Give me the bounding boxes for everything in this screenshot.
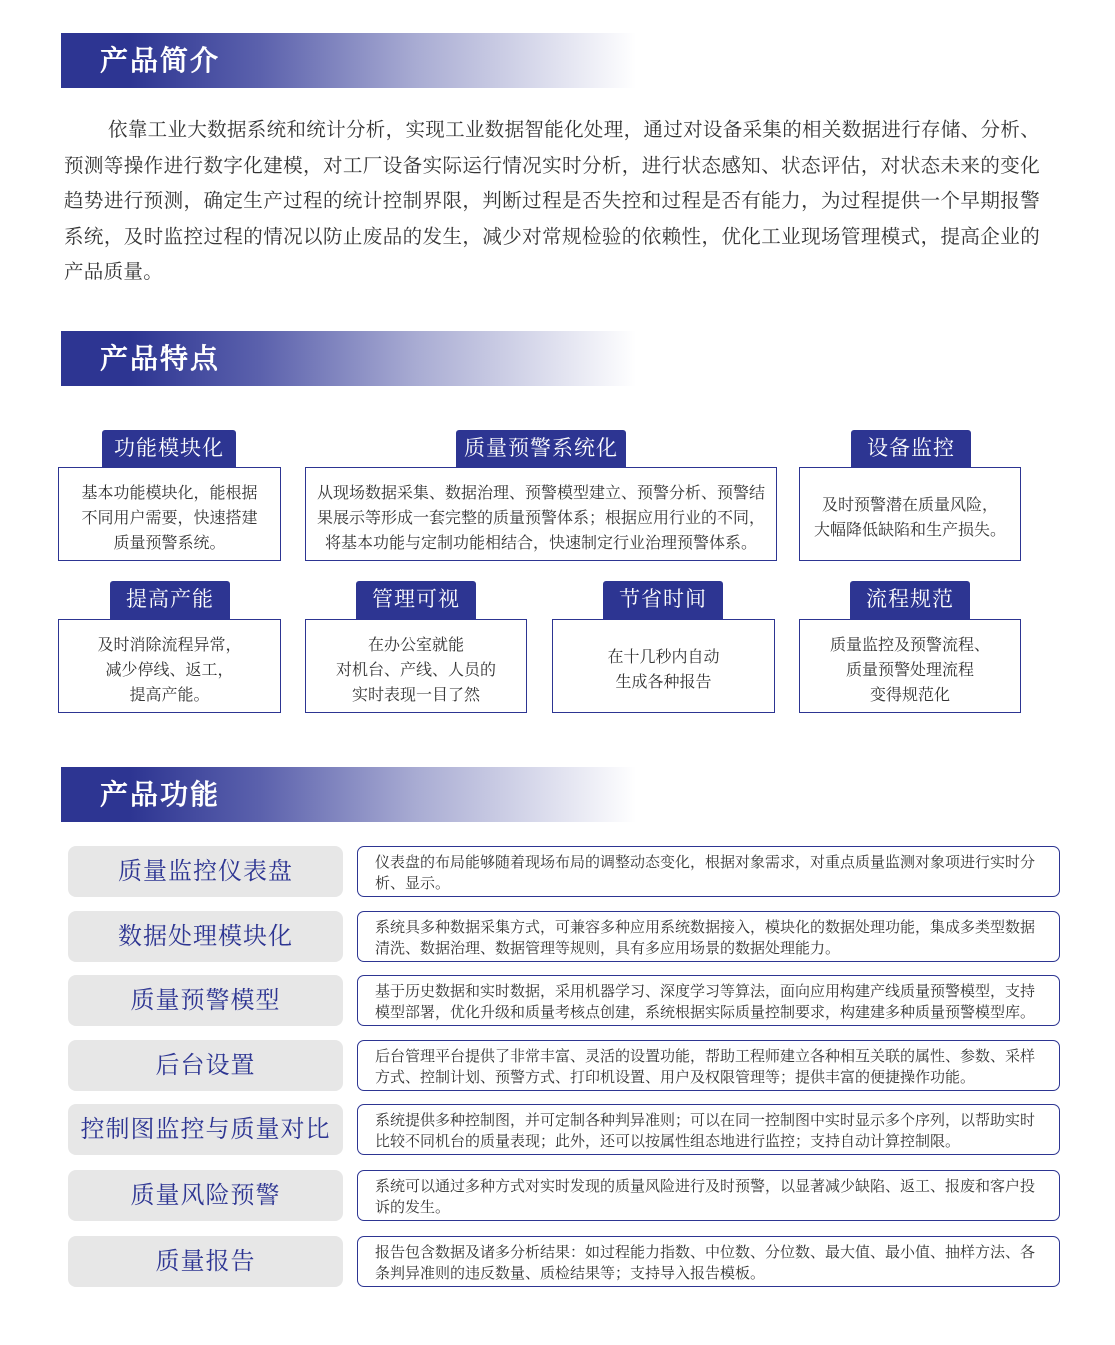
feature-tag-equipment-monitor: 设备监控 [851,430,971,468]
feature-tag-time-saving: 节省时间 [603,581,723,619]
feature-line: 将基本功能与定制功能相结合，快速制定行业治理预警体系。 [324,532,757,552]
feature-line: 及时消除流程异常， [97,634,242,654]
feature-box-capacity [58,619,281,713]
function-desc: 报告包含数据及诸多分析结果：如过程能力指数、中位数、分位数、最大值、最小值、抽样方法、各条判异准则的违反数量、质检结果等；支持导入报告模板。 [357,1236,1060,1287]
function-desc: 仪表盘的布局能够随着现场布局的调整动态变化，根据对象需求，对重点质量监测对象项进行实时分析、显示。 [357,846,1060,897]
feature-line: 果展示等形成一套完整的质量预警体系；根据应用行业的不同， [316,507,765,527]
feature-line: 大幅降低缺陷和生产损失。 [813,520,1006,539]
function-desc: 系统具多种数据采集方式，可兼容多种应用系统数据接入，模块化的数据处理功能，集成多类型数据清洗、数据治理、数据管理等规则，具有多应用场景的数据处理能力。 [357,911,1060,962]
feature-tag-modular: 功能模块化 [102,430,236,468]
feature-line: 质量预警处理流程 [845,659,974,679]
feature-box-process-standard [799,619,1021,713]
function-desc: 系统提供多种控制图，并可定制各种判异准则；可以在同一控制图中实时显示多个序列，以帮助实时比较不同机台的质量表现；此外，还可以按属性组态地进行监控；支持自动计算控制限。 [357,1104,1060,1155]
intro-paragraph: 依靠工业大数据系统和统计分析，实现工业数据智能化处理，通过对设备采集的相关数据进行存储、分析、预测等操作进行数字化建模，对工厂设备实际运行情况实时分析，进行状态感知、状态评估，对状态未来的变化趋势进行预测，确定生产过程的统计控制界限，判断过程是否失控和过程是否有能力，为过程提供一个早期报警系统，及时监控过程的情况以防止废品的发生，减少对常规检验的依赖性，优化工业现场管理模式，提高企业的产品质量。 [64,118,1040,284]
function-label: 质量监控仪表盘 [68,846,343,897]
feature-tag-capacity: 提高产能 [110,581,230,619]
function-label: 控制图监控与质量对比 [68,1104,343,1155]
function-desc: 系统可以通过多种方式对实时发现的质量风险进行及时预警，以显著减少缺陷、返工、报废和客户投诉的发生。 [357,1170,1060,1221]
feature-line: 提高产能。 [129,684,210,704]
feature-box-equipment-monitor [799,467,1021,561]
feature-line: 在办公室就能 [367,634,464,654]
feature-line: 生成各种报告 [615,672,712,691]
function-label: 质量预警模型 [68,975,343,1026]
feature-box-warning-system [305,467,777,561]
function-desc: 后台管理平台提供了非常丰富、灵活的设置功能，帮助工程师建立各种相互关联的属性、参数、采样方式、控制计划、预警方式、打印机设置、用户及权限管理等；提供丰富的便捷操作功能。 [357,1040,1060,1091]
feature-line: 及时预警潜在质量风险， [821,495,998,514]
feature-line: 变得规范化 [869,684,950,704]
feature-line: 在十几秒内自动 [607,647,720,666]
features-section-title: 产品特点 [100,342,221,375]
feature-line: 减少停线、返工， [105,659,234,679]
functions-section-banner [61,767,636,822]
function-label: 质量风险预警 [68,1170,343,1221]
features-section-banner [61,331,636,386]
feature-line: 基本功能模块化，能根据 [81,482,258,502]
feature-box-modular [58,467,281,561]
feature-box-visual-management [305,619,527,713]
feature-line: 不同用户需要，快速搭建 [81,507,258,527]
intro-section-banner [61,33,636,88]
feature-box-time-saving [552,619,775,713]
feature-line: 从现场数据采集、数据治理、预警模型建立、预警分析、预警结 [316,482,765,502]
intro-section-title: 产品简介 [100,44,221,77]
functions-section-title: 产品功能 [100,778,221,811]
function-desc: 基于历史数据和实时数据，采用机器学习、深度学习等算法，面向应用构建产线质量预警模型，支持模型部署，优化升级和质量考核点创建，系统根据实际质量控制要求，构建建多种质量预警模型库。 [357,975,1060,1026]
feature-tag-warning-system: 质量预警系统化 [456,430,626,468]
feature-line: 实时表现一目了然 [351,684,480,704]
function-label: 质量报告 [68,1236,343,1287]
feature-line: 对机台、产线、人员的 [335,659,496,679]
feature-line: 质量监控及预警流程、 [829,634,990,654]
feature-line: 质量预警系统。 [113,532,226,552]
function-label: 后台设置 [68,1040,343,1091]
feature-tag-process-standard: 流程规范 [850,581,970,619]
feature-tag-visual-management: 管理可视 [356,581,476,619]
function-label: 数据处理模块化 [68,911,343,962]
